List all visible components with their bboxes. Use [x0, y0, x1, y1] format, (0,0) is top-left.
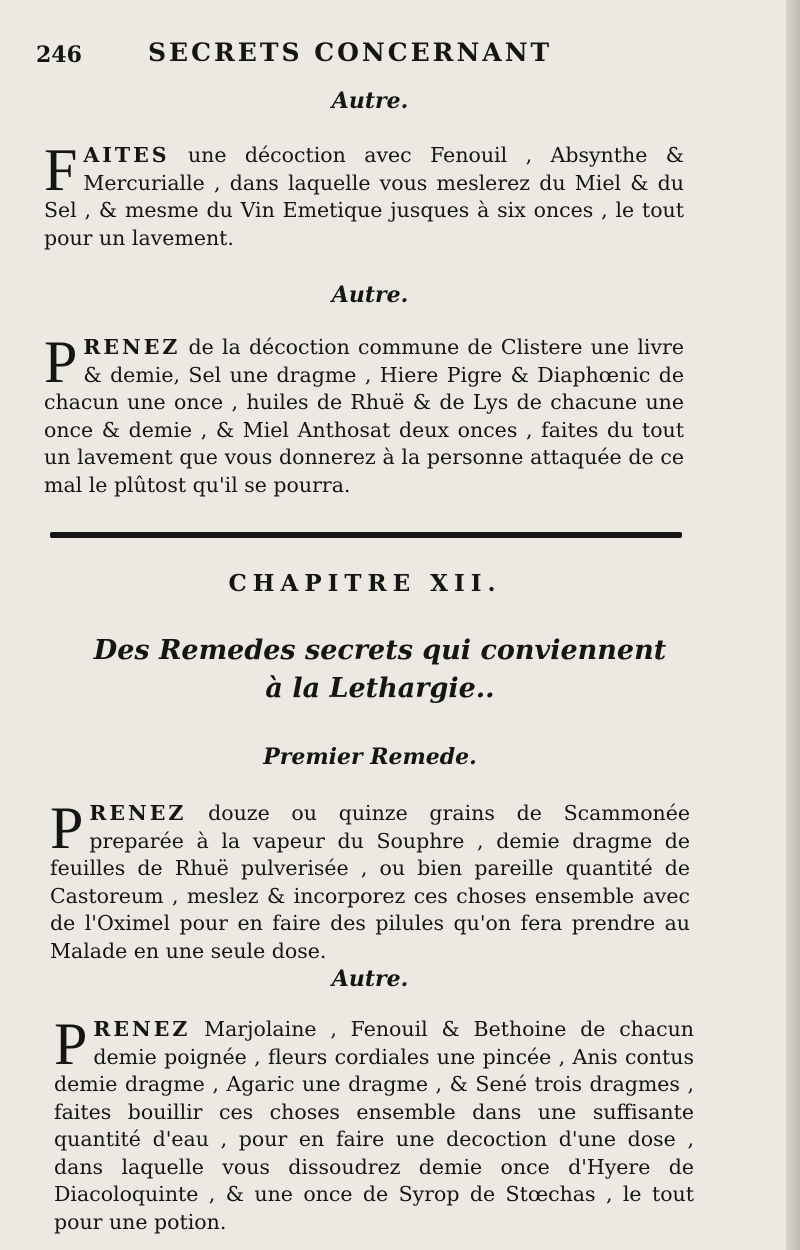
chapter-subtitle-line-2: à la Lethargie.. [265, 673, 495, 704]
page-header [36, 38, 736, 72]
section-heading-autre-1: Autre. [331, 88, 409, 114]
paragraph-text: douze ou quinze grains de Scammonée preparée à la vapeur du Souphre , demie dragme de feuilles de Rhuë pulverisée , ou bien pareille quantité de Castoreum , meslez & incorporez ces choses ensemble avec de l'Oximel pour en faire des pilules qu'on fera prendre au Malade en une seule dose. [50, 801, 690, 963]
paragraph-autre-1 [44, 137, 684, 252]
page-number: 246 [36, 42, 82, 68]
paragraph-text: une décoction avec Fenouil , Absynthe & Mercurialle , dans laquelle vous meslerez du Miel & du Sel , & mesme du Vin Emetique jusques à six onces , le tout pour un lavement. [44, 143, 684, 250]
running-head: SECRETS CONCERNANT [148, 38, 553, 67]
section-heading-autre-3: Autre. [331, 966, 409, 992]
drop-cap: P [44, 329, 78, 395]
paragraph-autre-2 [44, 329, 684, 499]
paragraph-premier-remede [50, 795, 690, 965]
paragraph-text: Marjolaine , Fenouil & Bethoine de chacun demie poignée , fleurs cordiales une pincée , Anis contus demie dragme , Agaric une dragme , & Sené trois dragmes , faites bouillir ces choses ensemble dans une suffisante quantité d'eau , pour en faire une decoction d'une dose , dans laquelle vous dissoudrez demie once d'Hyere de Diacoloquinte , & une once de Syrop de Stœchas , le tout pour une potion. [54, 1017, 694, 1234]
paragraph-text: de la décoction commune de Clistere une livre & demie, Sel une dragme , Hiere Pigre & Diaphœnic de chacun une once , huiles de Rhuë & de Lys de chacune une once & demie , & Miel Anthosat deux onces , faites du tout un lavement que vous donnerez à la personne attaquée de ce mal le plûtost qu'il se pourra. [44, 335, 684, 497]
lead-word: RENEZ [83, 335, 181, 359]
chapter-subtitle-line-1: Des Remedes secrets qui conviennent [93, 635, 667, 666]
section-heading-autre-2: Autre. [331, 282, 409, 308]
lead-word: RENEZ [89, 801, 187, 825]
lead-word: RENEZ [93, 1017, 191, 1041]
chapter-subtitle [0, 632, 760, 708]
drop-cap: P [50, 795, 84, 861]
paragraph-autre-3 [54, 1011, 694, 1236]
lead-word: AITES [83, 143, 170, 167]
chapter-title: CHAPITRE XII. [228, 570, 502, 597]
drop-cap: P [54, 1011, 88, 1077]
section-heading-premier-remede: Premier Remede. [263, 744, 477, 770]
drop-cap: F [44, 137, 78, 203]
horizontal-rule [50, 532, 682, 538]
